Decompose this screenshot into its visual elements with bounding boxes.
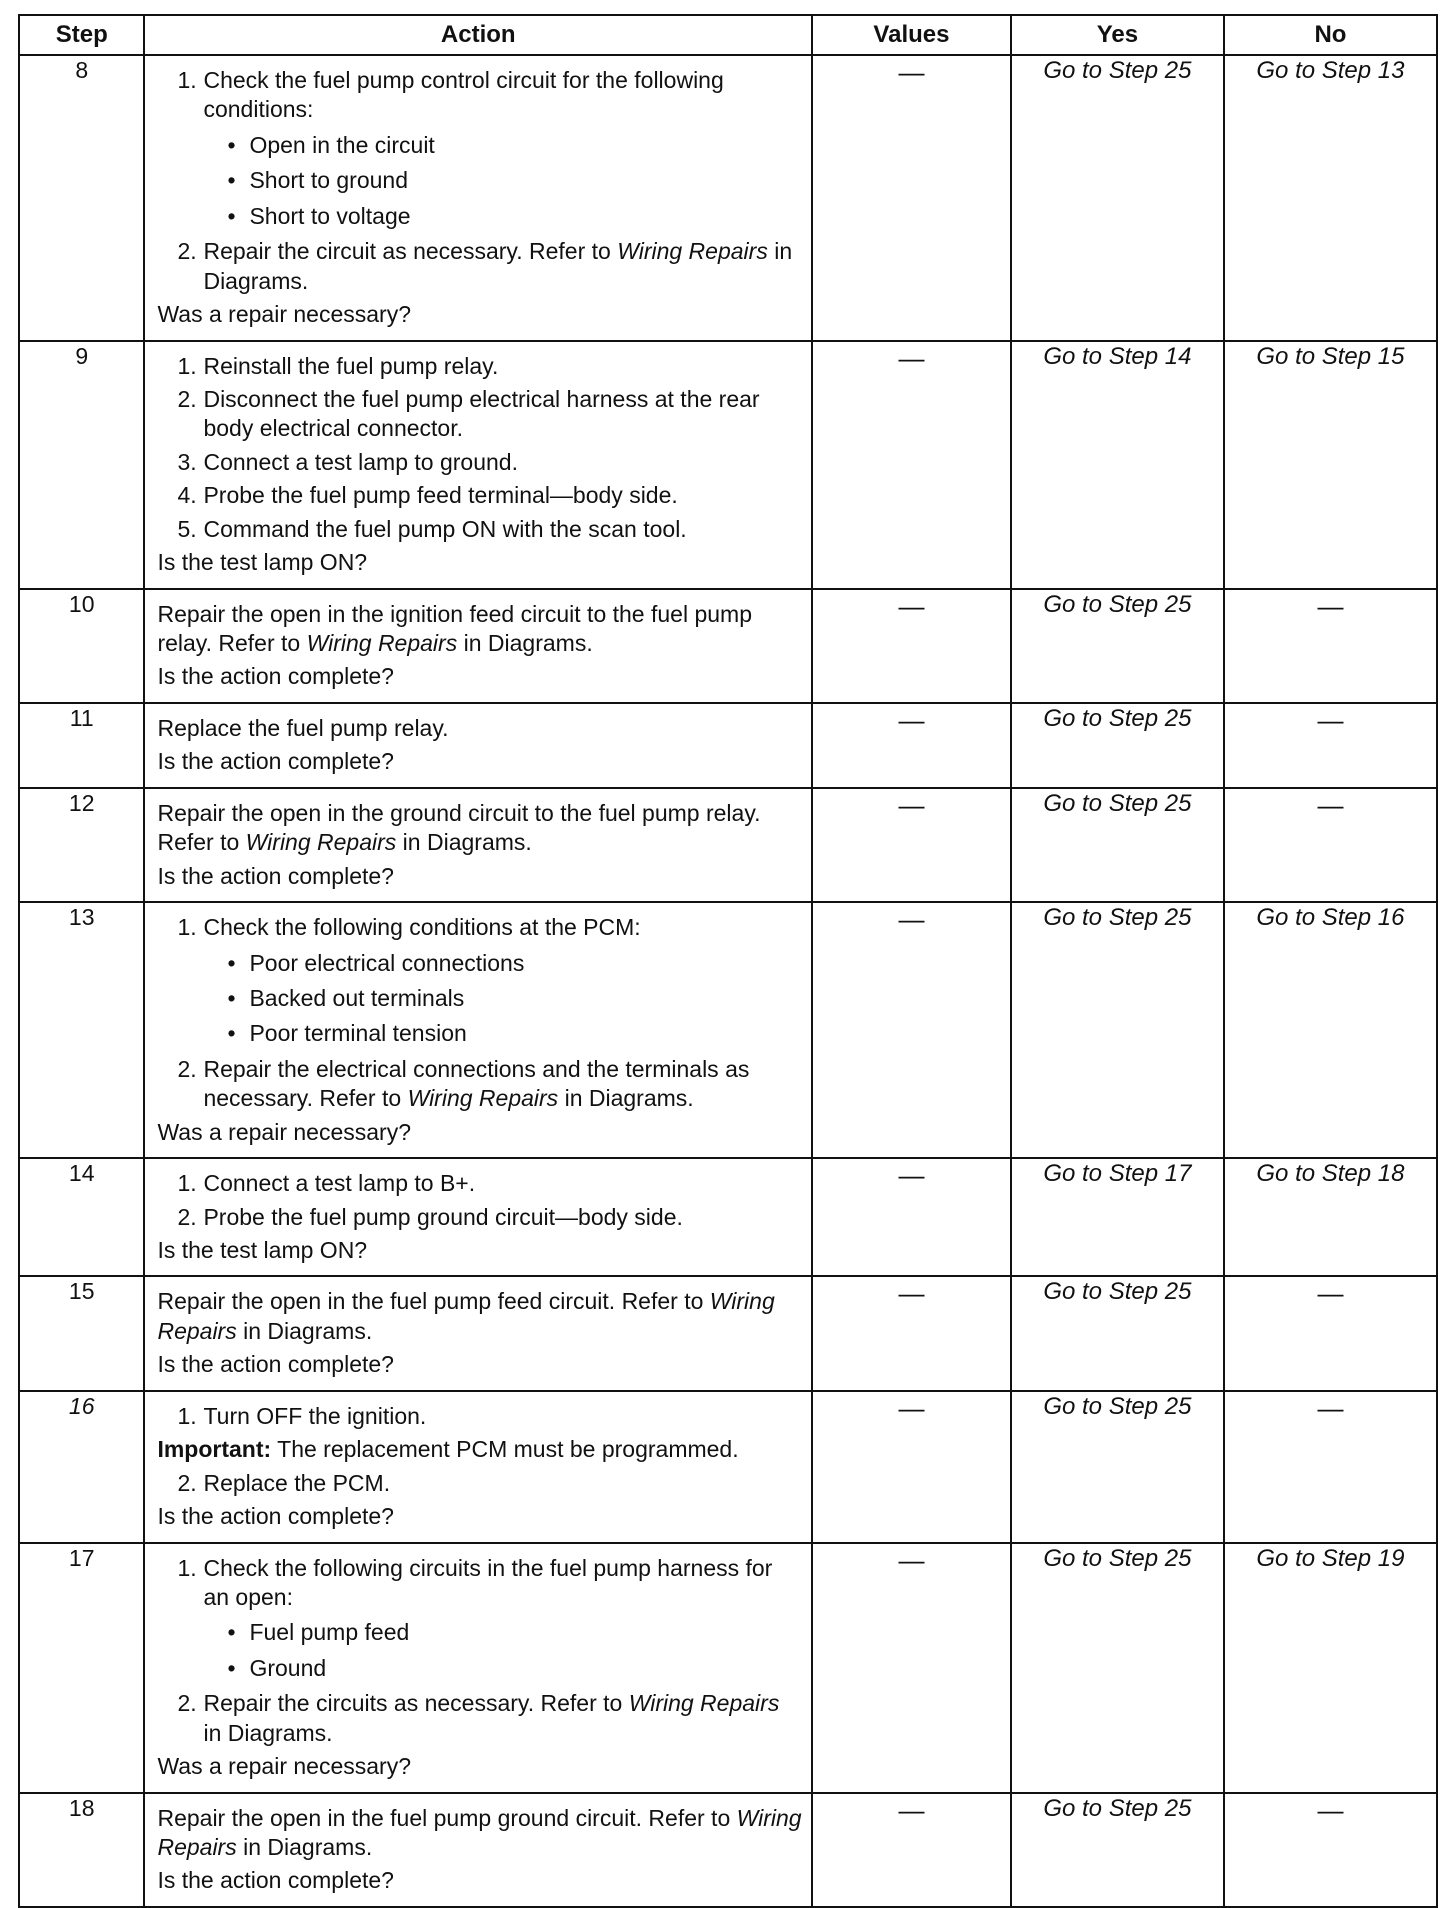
step-text: Check the fuel pump control circuit for the following conditions:	[203, 67, 724, 123]
question-text: Is the action complete?	[157, 748, 394, 775]
step-text-suffix: in Diagrams.	[203, 1719, 333, 1746]
action-cell	[144, 1276, 812, 1390]
step-text-suffix: in Diagrams.	[558, 1085, 694, 1112]
action-cell	[144, 1793, 812, 1907]
question-text: Replace the fuel pump relay.	[157, 714, 449, 741]
values-cell: —	[812, 703, 1011, 788]
reference-link: Wiring Repairs	[617, 238, 768, 265]
step-cell: 15	[19, 1276, 144, 1390]
step-number: 1.	[177, 1554, 197, 1581]
yes-cell: Go to Step 25	[1011, 902, 1224, 1158]
step-cell: 18	[19, 1793, 144, 1907]
numbered-step	[157, 1169, 803, 1198]
step-text: Repair the electrical connections and the terminals as necessary. Refer to	[203, 1055, 750, 1112]
reference-link: Wiring Repairs	[628, 1690, 780, 1717]
action-cell	[144, 1543, 812, 1793]
yes-cell: Go to Step 14	[1011, 341, 1224, 589]
action-text	[157, 799, 803, 858]
values-cell: —	[812, 1793, 1011, 1907]
table-row	[19, 1276, 1437, 1390]
bullet-icon: •	[227, 1619, 236, 1646]
question-text: Was a repair necessary?	[157, 1753, 411, 1780]
action-text-prefix: Repair the open in the ground circuit to the fuel pump relay. Refer to	[157, 799, 761, 856]
bullet-item	[157, 202, 803, 231]
numbered-step	[157, 1689, 803, 1748]
table-row	[19, 902, 1437, 1158]
numbered-step	[157, 515, 803, 544]
action-text	[157, 1804, 803, 1863]
header-step: Step	[19, 15, 144, 55]
action-cell	[144, 341, 812, 589]
step-text: Turn OFF the ignition.	[203, 1402, 427, 1429]
header-no: No	[1224, 15, 1437, 55]
step-number: 2.	[177, 238, 197, 265]
step-text: Replace the PCM.	[203, 1469, 391, 1496]
step-cell: 13	[19, 902, 144, 1158]
action-text	[157, 1287, 803, 1346]
table-row	[19, 1793, 1437, 1907]
step-cell: 11	[19, 703, 144, 788]
action-text-suffix: in Diagrams.	[457, 630, 593, 656]
table-row	[19, 1543, 1437, 1793]
bullet-text: Fuel pump feed	[249, 1619, 410, 1646]
important-note	[157, 1435, 803, 1464]
numbered-step	[157, 913, 803, 942]
yes-cell: Go to Step 25	[1011, 703, 1224, 788]
bullet-item	[157, 1654, 803, 1683]
table-body	[19, 55, 1437, 1907]
no-cell: —	[1224, 788, 1437, 902]
yes-cell: Go to Step 25	[1011, 1793, 1224, 1907]
bullet-icon: •	[227, 1654, 236, 1681]
important-label: Important:	[157, 1436, 272, 1463]
values-cell: —	[812, 341, 1011, 589]
step-text: Check the following conditions at the PCM:	[203, 914, 641, 941]
question-text: Is the action complete?	[157, 1867, 394, 1894]
numbered-step	[157, 237, 803, 296]
values-cell: —	[812, 788, 1011, 902]
step-cell: 8	[19, 55, 144, 341]
no-cell: —	[1224, 589, 1437, 703]
step-text: Check the following circuits in the fuel pump harness for an open:	[203, 1554, 773, 1610]
bullet-icon: •	[227, 949, 236, 976]
no-cell: Go to Step 16	[1224, 902, 1437, 1158]
numbered-step	[157, 66, 803, 125]
numbered-step	[157, 1402, 803, 1431]
step-cell: 16	[19, 1391, 144, 1543]
question-text: Was a repair necessary?	[157, 1118, 411, 1145]
step-number: 2.	[177, 1055, 197, 1082]
reference-link: Wiring Repairs	[245, 829, 397, 856]
bullet-text: Short to voltage	[249, 202, 411, 229]
values-cell: —	[812, 589, 1011, 703]
question-text: Was a repair necessary?	[157, 301, 411, 328]
step-text: Probe the fuel pump ground circuit—body side.	[203, 1203, 683, 1230]
values-cell: —	[812, 55, 1011, 341]
step-number: 2.	[177, 1469, 197, 1496]
bullet-item	[157, 949, 803, 978]
diagnostic-table	[18, 14, 1438, 1908]
step-text: Probe the fuel pump feed terminal—body side.	[203, 482, 678, 509]
step-number: 5.	[177, 515, 197, 542]
action-text-suffix: in Diagrams.	[396, 829, 532, 856]
bullet-text: Open in the circuit	[249, 131, 435, 158]
yes-cell: Go to Step 17	[1011, 1158, 1224, 1276]
action-cell	[144, 902, 812, 1158]
step-text-suffix: in Diagrams.	[203, 238, 793, 294]
bullet-item	[157, 131, 803, 160]
step-text: Repair the circuit as necessary. Refer to	[203, 238, 618, 265]
reference-link: Wiring Repairs	[157, 1804, 802, 1860]
bullet-icon: •	[227, 1020, 236, 1047]
bullet-item	[157, 984, 803, 1013]
numbered-step	[157, 1055, 803, 1114]
reference-link: Wiring Repairs	[306, 630, 458, 656]
action-cell	[144, 55, 812, 341]
numbered-step	[157, 1554, 803, 1613]
action-cell	[144, 1391, 812, 1543]
question-text: Is the action complete?	[157, 862, 394, 889]
action-text-prefix: Repair the open in the fuel pump feed circuit. Refer to	[157, 1288, 710, 1315]
no-cell: Go to Step 18	[1224, 1158, 1437, 1276]
important-text: The replacement PCM must be programmed.	[271, 1436, 739, 1463]
bullet-text: Short to ground	[249, 167, 409, 194]
step-cell: 10	[19, 589, 144, 703]
bullet-text: Poor electrical connections	[249, 949, 525, 976]
bullet-icon: •	[227, 202, 236, 229]
bullet-text: Backed out terminals	[249, 984, 465, 1011]
table-row	[19, 341, 1437, 589]
step-text: Disconnect the fuel pump electrical harness at the rear body electrical connector.	[203, 385, 760, 442]
question-text: Is the action complete?	[157, 1503, 394, 1530]
bullet-text: Poor terminal tension	[249, 1020, 467, 1047]
no-cell: Go to Step 19	[1224, 1543, 1437, 1793]
no-cell: —	[1224, 1276, 1437, 1390]
question-text: Is the test lamp ON?	[157, 549, 368, 576]
bullet-item	[157, 1019, 803, 1048]
step-cell: 12	[19, 788, 144, 902]
step-cell: 9	[19, 341, 144, 589]
action-cell	[144, 1158, 812, 1276]
step-number: 1.	[177, 352, 197, 379]
action-cell	[144, 589, 812, 703]
yes-cell: Go to Step 25	[1011, 589, 1224, 703]
step-text: Command the fuel pump ON with the scan tool.	[203, 515, 687, 542]
table-header-row	[19, 15, 1437, 55]
no-cell: —	[1224, 1391, 1437, 1543]
reference-link: Wiring Repairs	[157, 1288, 775, 1344]
bullet-icon: •	[227, 167, 236, 194]
values-cell: —	[812, 1543, 1011, 1793]
bullet-item	[157, 1618, 803, 1647]
no-cell: —	[1224, 703, 1437, 788]
action-text-prefix: Repair the open in the ignition feed circuit to the fuel pump relay. Refer to	[157, 600, 752, 656]
values-cell: —	[812, 1391, 1011, 1543]
numbered-step	[157, 481, 803, 510]
step-number: 1.	[177, 914, 197, 941]
table-row	[19, 703, 1437, 788]
step-number: 2.	[177, 385, 197, 412]
numbered-step	[157, 448, 803, 477]
numbered-step	[157, 385, 803, 444]
action-text	[157, 600, 803, 659]
bullet-text: Ground	[249, 1654, 327, 1681]
step-text: Connect a test lamp to ground.	[203, 448, 518, 475]
reference-link: Wiring Repairs	[407, 1085, 559, 1112]
values-cell: —	[812, 1158, 1011, 1276]
action-cell	[144, 703, 812, 788]
question-text: Is the action complete?	[157, 1351, 394, 1378]
step-number: 3.	[177, 448, 197, 475]
step-text: Reinstall the fuel pump relay.	[203, 352, 499, 379]
bullet-icon: •	[227, 984, 236, 1011]
bullet-icon: •	[227, 131, 236, 158]
table-row	[19, 1391, 1437, 1543]
yes-cell: Go to Step 25	[1011, 788, 1224, 902]
step-number: 1.	[177, 1402, 197, 1429]
step-number: 4.	[177, 482, 197, 509]
step-cell: 14	[19, 1158, 144, 1276]
action-text-suffix: in Diagrams.	[236, 1317, 373, 1344]
step-text: Repair the circuits as necessary. Refer to	[203, 1690, 629, 1717]
numbered-step	[157, 1469, 803, 1498]
no-cell: Go to Step 13	[1224, 55, 1437, 341]
action-text-suffix: in Diagrams.	[236, 1834, 373, 1860]
table-row	[19, 788, 1437, 902]
question-text: Is the test lamp ON?	[157, 1237, 368, 1263]
numbered-step	[157, 1203, 803, 1232]
table-row	[19, 589, 1437, 703]
step-number: 1.	[177, 67, 197, 93]
no-cell: —	[1224, 1793, 1437, 1907]
step-number: 1.	[177, 1170, 197, 1197]
action-text-prefix: Repair the open in the fuel pump ground circuit. Refer to	[157, 1804, 737, 1831]
bullet-item	[157, 166, 803, 195]
header-action: Action	[144, 15, 812, 55]
question-text: Is the action complete?	[157, 663, 394, 690]
step-number: 2.	[177, 1203, 197, 1230]
table-row	[19, 1158, 1437, 1276]
header-yes: Yes	[1011, 15, 1224, 55]
values-cell: —	[812, 1276, 1011, 1390]
yes-cell: Go to Step 25	[1011, 55, 1224, 341]
step-cell: 17	[19, 1543, 144, 1793]
numbered-step	[157, 352, 803, 381]
table-row	[19, 55, 1437, 341]
yes-cell: Go to Step 25	[1011, 1276, 1224, 1390]
action-cell	[144, 788, 812, 902]
values-cell: —	[812, 902, 1011, 1158]
yes-cell: Go to Step 25	[1011, 1543, 1224, 1793]
step-text: Connect a test lamp to B+.	[203, 1170, 476, 1197]
yes-cell: Go to Step 25	[1011, 1391, 1224, 1543]
step-number: 2.	[177, 1690, 197, 1717]
header-values: Values	[812, 15, 1011, 55]
no-cell: Go to Step 15	[1224, 341, 1437, 589]
